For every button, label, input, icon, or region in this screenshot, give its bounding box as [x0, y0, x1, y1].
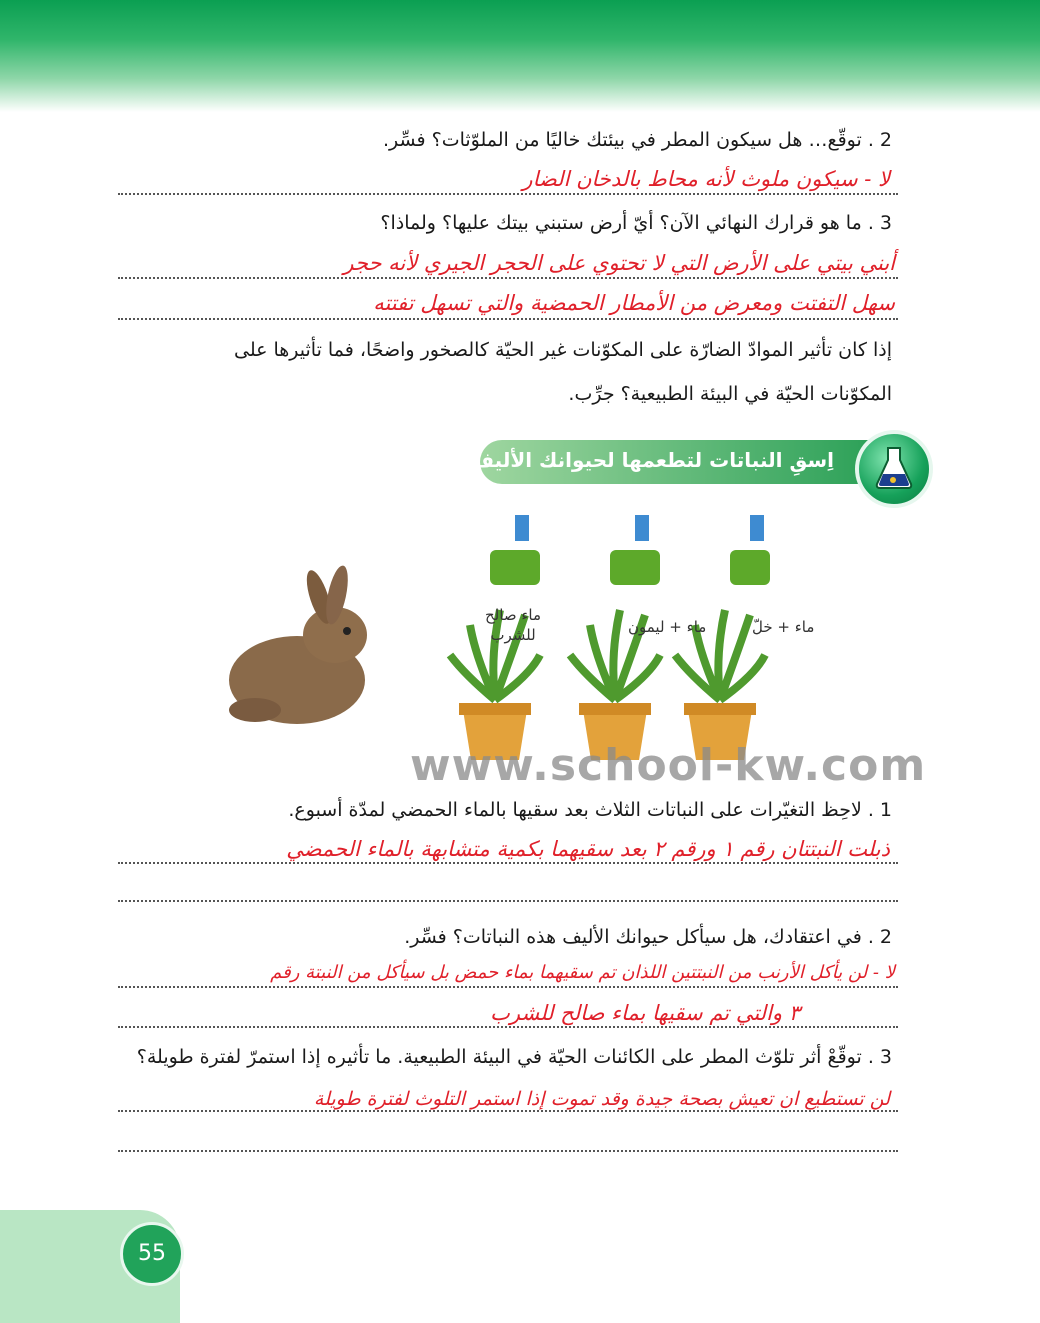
- header-band: [0, 0, 1040, 112]
- answer-2-line2: ٣ والتي تم سقيها بماء صالح للشرب: [490, 1001, 800, 1025]
- watering-can-icon: [730, 515, 770, 585]
- answer-3-top-line2: سهل التفتت ومعرض من الأمطار الحمضية والتي تسهل تفتته: [373, 291, 895, 315]
- answer-line: [118, 277, 898, 279]
- answer-line: [118, 318, 898, 320]
- question-2: 2 . في اعتقادك، هل سيأكل حيوانك الأليف هذه النباتات؟ فسِّر.: [404, 926, 892, 948]
- answer-line: [118, 193, 898, 195]
- watering-can-icon: [490, 515, 540, 585]
- answer-3-top-line1: أبني بيتي على الأرض التي لا تحتوي على الحجر الجيري لأنه حجر: [343, 251, 895, 275]
- answer-2-top: لا - سيكون ملوث لأنه محاط بالدخان الضار: [522, 167, 890, 191]
- paragraph-line-1: إذا كان تأثير الموادّ الضارّة على المكوّنات غير الحيّة كالصخور واضحًا، فما تأثيرها على: [233, 339, 892, 361]
- question-2-top: 2 . توقّع… هل سيكون المطر في بيئتك خاليًا من الملوّثات؟ فسِّر.: [383, 129, 892, 151]
- label-water-lemon: ماء + ليمون: [628, 618, 707, 636]
- question-3: 3 . توقّعْ أثر تلوّث المطر على الكائنات الحيّة في البيئة الطبيعية. ما تأثيره إذا استمرّ لفترة طويلة؟: [136, 1046, 892, 1068]
- answer-1: ذبلت النبتتان رقم ١ ورقم ٢ بعد سقيهما بكمية متشابهة بالماء الحمضي: [286, 837, 890, 861]
- page-number: 55: [120, 1222, 184, 1286]
- watermark: www.school-kw.com: [410, 740, 927, 791]
- paragraph-line-2: المكوّنات الحيّة في البيئة الطبيعية؟ جرِّب.: [568, 383, 892, 405]
- answer-line: [118, 1110, 898, 1112]
- question-1: 1 . لاحِظ التغيّرات على النباتات الثلاث بعد سقيها بالماء الحمضي لمدّة أسبوع.: [288, 799, 892, 821]
- activity-title: اِسقِ النباتات لتطعمها لحيوانك الأليف: [470, 448, 834, 472]
- watering-can-icon: [610, 515, 660, 585]
- question-3-top: 3 . ما هو قرارك النهائي الآن؟ أيّ أرض ستبني بيتك عليها؟ ولماذا؟: [380, 212, 892, 234]
- answer-line: [118, 862, 898, 864]
- rabbit-illustration: [229, 564, 367, 724]
- label-water-vinegar: ماء + خلّ: [752, 618, 815, 636]
- answer-2-line1: لا - لن يأكل الأرنب من النبتتين اللذان تم سقيهما بماء حمض بل سيأكل من النبتة رقم: [270, 962, 895, 983]
- answer-line: [118, 1150, 898, 1152]
- answer-line: [118, 900, 898, 902]
- answer-3: لن تستطيع ان تعيش بصحة جيدة وقد تموت إذا استمر التلوث لفترة طويلة: [313, 1088, 890, 1110]
- label-drinking-water: ماء صالح للشرب: [485, 606, 541, 644]
- flask-icon: [855, 430, 933, 508]
- answer-line: [118, 986, 898, 988]
- answer-line: [118, 1026, 898, 1028]
